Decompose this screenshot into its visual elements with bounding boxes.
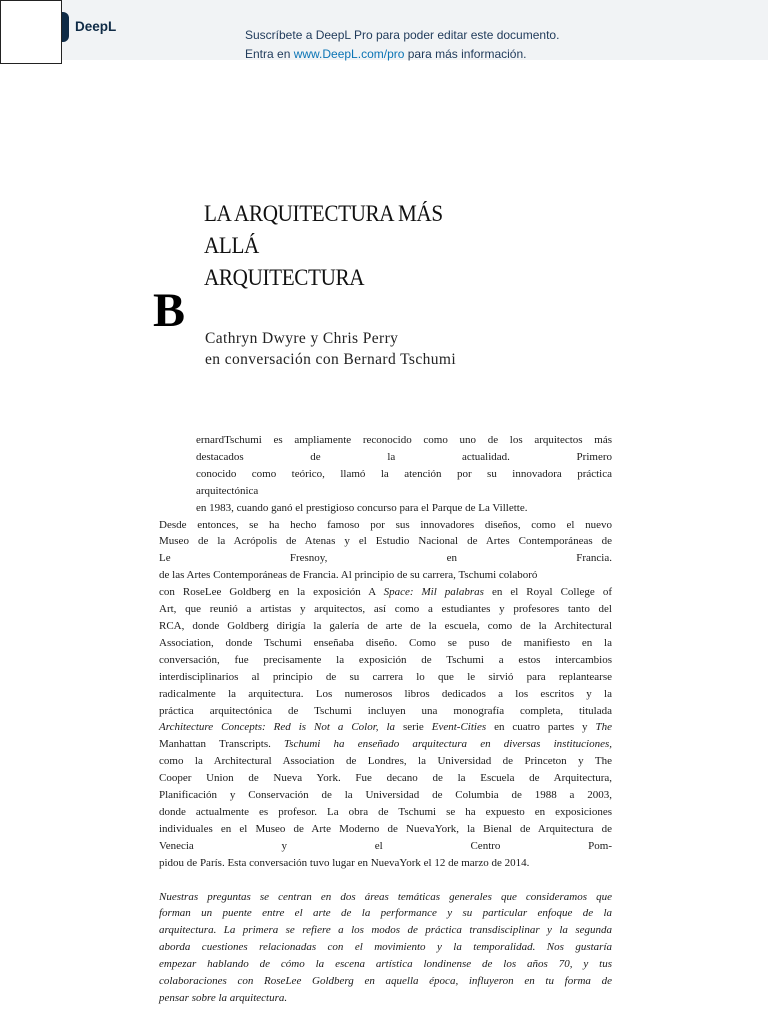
text-line: Art, que reunió a artistas y arquitectos, así como a estudiantes y profesores tanto del [159, 603, 612, 616]
text-line: Nuestras preguntas se centran en dos áreas temáticas generales que consideramos que [159, 890, 612, 903]
text-line: pensar sobre la arquitectura. [159, 992, 288, 1004]
text-line: Manhattan Transcripts. Tschumi ha enseñado arquitectura en diversas instituciones, [159, 738, 612, 751]
text-line: Architecture Concepts: Red is Not a Color, la serie Event-Cities en cuatro partes y The [159, 721, 613, 734]
byline [205, 328, 456, 370]
promo-line-2 [245, 45, 559, 64]
title-line: ALLÁ [204, 233, 259, 258]
text-line: Desde entonces, se ha hecho famoso por sus innovadores diseños, como el nuevo [159, 518, 612, 531]
article-title [204, 198, 443, 294]
text-line: conversación, fue precisamente la exposición de Tschumi a estos intercambios [159, 653, 612, 666]
byline-subtitle: en conversación con Bernard Tschumi [205, 351, 457, 368]
title-line: LA ARQUITECTURA MÁS [204, 201, 443, 226]
text-line: conocido como teórico, llamó la atención por su innovadora práctica [196, 467, 612, 480]
intro-paragraph [159, 432, 612, 517]
text-line: ernardTschumi es ampliamente reconocido como uno de los arquitectos más [196, 434, 612, 446]
deepl-logo-text: DeepL [75, 19, 117, 34]
main-paragraph [159, 517, 612, 872]
text-line: Association, donde Tschumi enseñaba diseño. Como se puso de manifiesto en la [159, 636, 612, 649]
text-line: donde actualmente es profesor. La obra de Tschumi se ha expuesto en exposiciones [159, 805, 612, 818]
text-line: radicalmente la arquitectura. Los numerosos libros dedicados a los escritos y la [159, 687, 612, 700]
text-line: destacados de la actualidad. Primero [196, 450, 612, 463]
question-paragraph [159, 889, 612, 1007]
promo-message [245, 26, 559, 64]
promo-suffix: para más información. [404, 47, 527, 61]
text-line: forman un puente entre el arte de la performance y su particular enfoque de la [159, 907, 612, 920]
drop-cap: B [153, 284, 186, 337]
text-line: Museo de la Acrópolis de Atenas y el Estudio Nacional de Artes Contemporáneas de [159, 535, 612, 548]
title-line: ARQUITECTURA [204, 265, 365, 290]
text-line: con RoseLee Goldberg en la exposición A Space: Mil palabras en el Royal College of [159, 586, 612, 599]
text-line: pidou de París. Esta conversación tuvo lugar en NuevaYork el 12 de marzo de 2014. [159, 856, 530, 869]
text-line: arquitectónica [196, 484, 259, 497]
text-line: práctica arquitectónica de Tschumi incluyen una monografía completa, titulada [159, 704, 612, 717]
promo-line-1: Suscríbete a DeepL Pro para poder editar este documento. [245, 28, 560, 42]
text-line: arquitectura. La primera se refiere a los modos de práctica transdisciplinar y la segunda [159, 924, 612, 937]
text-line: Venecia y el Centro Pom- [159, 839, 612, 852]
text-line: colaboraciones con RoseLee Goldberg en aquella época, influyeron en tu forma de [159, 975, 612, 988]
text-line: de las Artes Contemporáneas de Francia. Al principio de su carrera, Tschumi colaboró [159, 569, 538, 582]
byline-authors: Cathryn Dwyre y Chris Perry [205, 330, 399, 347]
text-line: Cooper Union de Nueva York. Fue decano de la Escuela de Arquitectura, [159, 772, 612, 785]
text-line: en 1983, cuando ganó el prestigioso concurso para el Parque de La Villette. [196, 501, 528, 514]
article-body [159, 432, 612, 1007]
text-line: Planificación y Conservación de la Universidad de Columbia de 1988 a 2003, [159, 789, 612, 802]
text-line: interdisciplinarios al principio de su carrera lo que le sirvió para replantearse [159, 670, 612, 683]
text-line: como la Architectural Association de Londres, la Universidad de Princeton y The [159, 755, 612, 768]
promo-prefix: Entra en [245, 47, 294, 61]
text-line: RCA, donde Goldberg dirigía la galería de arte de la escuela, como de la Architectural [159, 619, 612, 632]
text-line: individuales en el Museo de Arte Moderno de NuevaYork, la Bienal de Arquitectura de [159, 822, 612, 835]
deepl-pro-link[interactable]: www.DeepL.com/pro [293, 47, 405, 61]
logo-placeholder-box [0, 0, 62, 64]
text-line: empezar hablando de cómo la escena artística londinense de los años 70, y tus [159, 958, 612, 971]
text-line: Le Fresnoy, en Francia. [159, 552, 612, 565]
text-line: aborda cuestiones relacionadas con el movimiento y la temporalidad. Nos gustaría [159, 941, 612, 954]
